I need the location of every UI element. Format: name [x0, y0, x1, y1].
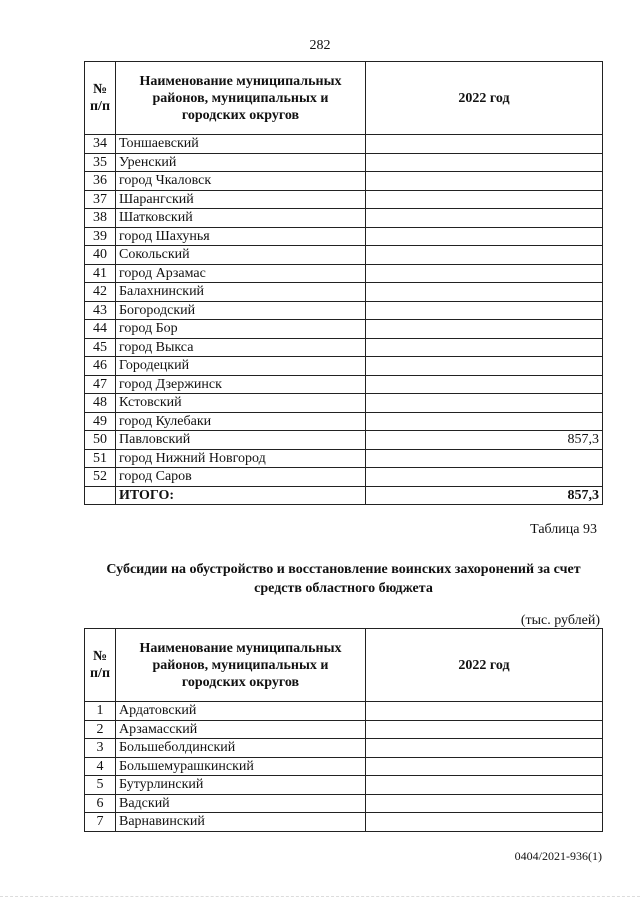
table-row	[85, 153, 603, 172]
total-row	[85, 486, 603, 505]
table-row	[85, 431, 603, 450]
row-name: Арзамасский	[116, 720, 366, 739]
row-name: Ардатовский	[116, 702, 366, 721]
row-name: Варнавинский	[116, 813, 366, 832]
row-name: Большеболдинский	[116, 739, 366, 758]
table-row	[85, 357, 603, 376]
row-name: Уренский	[116, 153, 366, 172]
row-value	[366, 320, 603, 339]
row-name: город Шахунья	[116, 227, 366, 246]
row-value	[366, 153, 603, 172]
row-name: Сокольский	[116, 246, 366, 265]
row-value	[366, 412, 603, 431]
row-value	[366, 702, 603, 721]
row-number: 3	[85, 739, 116, 758]
table-continuation	[84, 61, 603, 505]
table-row	[85, 739, 603, 758]
row-name: город Саров	[116, 468, 366, 487]
row-name: Бутурлинский	[116, 776, 366, 795]
row-name: город Чкаловск	[116, 172, 366, 191]
table-row	[85, 794, 603, 813]
row-value	[366, 209, 603, 228]
row-value	[366, 449, 603, 468]
table-row	[85, 449, 603, 468]
row-value	[366, 301, 603, 320]
row-name: Тоншаевский	[116, 135, 366, 154]
row-value	[366, 264, 603, 283]
table-row	[85, 320, 603, 339]
row-name: город Выкса	[116, 338, 366, 357]
row-number: 1	[85, 702, 116, 721]
table-row	[85, 757, 603, 776]
table-row	[85, 301, 603, 320]
row-number: 48	[85, 394, 116, 413]
row-value	[366, 190, 603, 209]
row-number: 49	[85, 412, 116, 431]
total-label: ИТОГО:	[116, 486, 366, 505]
header-num: № п/п	[85, 629, 116, 702]
section-title: Субсидии на обустройство и восстановление воинских захоронений за счет средств областного бюджета	[106, 562, 581, 596]
row-value	[366, 776, 603, 795]
row-number: 37	[85, 190, 116, 209]
row-name: Шатковский	[116, 209, 366, 228]
row-name: Шарангский	[116, 190, 366, 209]
row-value	[366, 720, 603, 739]
table-header-row	[85, 62, 603, 135]
table-row	[85, 702, 603, 721]
table-row	[85, 813, 603, 832]
table-row	[85, 283, 603, 302]
row-name: город Бор	[116, 320, 366, 339]
row-number: 46	[85, 357, 116, 376]
row-value	[366, 227, 603, 246]
row-value	[366, 135, 603, 154]
table-row	[85, 338, 603, 357]
table-body	[85, 135, 603, 505]
row-name: город Кулебаки	[116, 412, 366, 431]
document-code: 0404/2021-936(1)	[514, 849, 602, 863]
row-number: 34	[85, 135, 116, 154]
total-value: 857,3	[366, 486, 603, 505]
row-name: Большемурашкинский	[116, 757, 366, 776]
row-name: Балахнинский	[116, 283, 366, 302]
table-row	[85, 394, 603, 413]
table-row	[85, 720, 603, 739]
row-number: 38	[85, 209, 116, 228]
row-number: 50	[85, 431, 116, 450]
row-value	[366, 338, 603, 357]
table-row	[85, 468, 603, 487]
table-label: Таблица 93	[530, 522, 597, 537]
row-number: 42	[85, 283, 116, 302]
row-name: город Дзержинск	[116, 375, 366, 394]
row-number: 6	[85, 794, 116, 813]
table-row	[85, 172, 603, 191]
row-name: Городецкий	[116, 357, 366, 376]
row-number: 51	[85, 449, 116, 468]
row-value	[366, 357, 603, 376]
row-name: Павловский	[116, 431, 366, 450]
table-subsidies	[84, 628, 603, 832]
header-name: Наименование муниципальных районов, муниципальных и городских округов	[116, 62, 366, 135]
row-name: город Нижний Новгород	[116, 449, 366, 468]
header-num: № п/п	[85, 62, 116, 135]
row-number: 2	[85, 720, 116, 739]
row-name: Вадский	[116, 794, 366, 813]
units-label: (тыс. рублей)	[520, 613, 600, 628]
table-row	[85, 375, 603, 394]
row-number: 40	[85, 246, 116, 265]
table-body	[85, 702, 603, 832]
total-empty	[85, 486, 116, 505]
table-row	[85, 209, 603, 228]
row-number: 47	[85, 375, 116, 394]
row-value	[366, 813, 603, 832]
row-value	[366, 468, 603, 487]
row-value	[366, 375, 603, 394]
scan-edge	[0, 896, 640, 905]
row-value	[366, 794, 603, 813]
table-row	[85, 135, 603, 154]
table-row	[85, 264, 603, 283]
row-number: 39	[85, 227, 116, 246]
row-number: 36	[85, 172, 116, 191]
row-value	[366, 739, 603, 758]
row-value	[366, 283, 603, 302]
row-number: 41	[85, 264, 116, 283]
table-row	[85, 776, 603, 795]
row-number: 4	[85, 757, 116, 776]
row-value	[366, 172, 603, 191]
row-number: 5	[85, 776, 116, 795]
row-value	[366, 757, 603, 776]
header-year: 2022 год	[366, 62, 603, 135]
row-number: 35	[85, 153, 116, 172]
row-name: Кстовский	[116, 394, 366, 413]
row-number: 43	[85, 301, 116, 320]
row-name: Богородский	[116, 301, 366, 320]
header-year: 2022 год	[366, 629, 603, 702]
table-row	[85, 227, 603, 246]
row-number: 44	[85, 320, 116, 339]
row-number: 45	[85, 338, 116, 357]
row-value	[366, 394, 603, 413]
row-number: 7	[85, 813, 116, 832]
table-row	[85, 190, 603, 209]
row-name: город Арзамас	[116, 264, 366, 283]
header-name: Наименование муниципальных районов, муниципальных и городских округов	[116, 629, 366, 702]
table-row	[85, 412, 603, 431]
page-number: 282	[309, 38, 331, 53]
row-number: 52	[85, 468, 116, 487]
row-value: 857,3	[366, 431, 603, 450]
row-value	[366, 246, 603, 265]
table-row	[85, 246, 603, 265]
table-header-row	[85, 629, 603, 702]
